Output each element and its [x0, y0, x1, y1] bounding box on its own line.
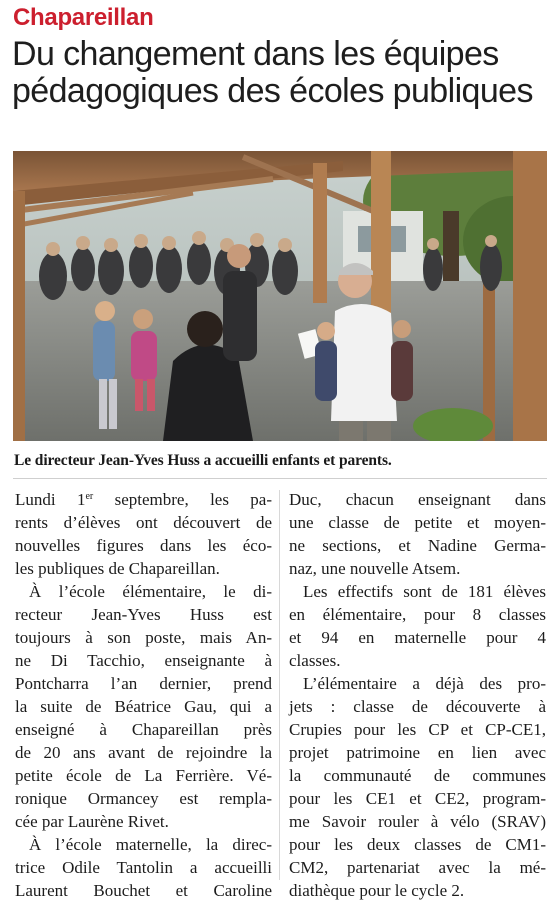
article-text-line: une classe de petite et moyen- — [289, 513, 546, 532]
headline-line-1: Du changement dans les équipes — [12, 35, 499, 73]
section-kicker: Chapareillan — [13, 4, 154, 31]
article-text-line: les publiques de Chapareillan. — [15, 559, 220, 578]
article-text-line: toujours à son poste, mais An- — [15, 628, 272, 647]
photo-illustration — [13, 151, 547, 441]
article-text-line: enseigné à Chapareillan près — [15, 720, 272, 739]
article-text-line: pour les CE1 et CE2, program- — [289, 789, 546, 808]
article-text-line: la suite de Béatrice Gau, qui a — [15, 697, 272, 716]
article-headline — [12, 36, 552, 110]
article-text-line: la communauté de communes — [289, 766, 546, 785]
article-text-line: ne sections, et Nadine Germa- — [289, 536, 546, 555]
article-text-line: CM2, partenariat avec la mé- — [289, 858, 546, 877]
article-text-line: trice Odile Tantolin a accueilli — [15, 858, 272, 877]
article-text-line: naz, une nouvelle Atsem. — [289, 559, 461, 578]
article-text-line: en élémentaire, pour 8 classes — [289, 605, 546, 624]
article-text-line: pour les deux classes de CM1- — [289, 835, 546, 854]
headline-line-2: pédagogiques des écoles publiques — [12, 72, 533, 110]
article-text-line: L’élémentaire a déjà des pro- — [303, 674, 546, 693]
article-text-line: rents d’élèves ont découvert de — [15, 513, 272, 532]
caption-divider — [13, 478, 547, 479]
article-text-line: classes. — [289, 651, 341, 670]
article-text-line: jets : classe de découverte à — [289, 697, 546, 716]
article-photo — [13, 151, 547, 441]
photo-caption: Le directeur Jean-Yves Huss a accueilli enfants et parents. — [14, 452, 392, 469]
article-column-right — [289, 488, 546, 902]
article-text-line: recteur Jean-Yves Huss est — [15, 605, 272, 624]
column-divider — [279, 490, 280, 880]
article-text-line: petite école de La Ferrière. Vé- — [15, 766, 272, 785]
article-text-line: Lundi 1er septembre, les pa- — [15, 490, 273, 509]
article-text-line: Les effectifs sont de 181 élèves — [303, 582, 546, 601]
article-text-line: nouvelles figures dans les éco- — [15, 536, 272, 555]
article-text-line: projet patrimoine en lien avec — [289, 743, 546, 762]
article-column-left — [15, 488, 272, 902]
article-text-line: me Savoir rouler à vélo (SRAV) — [289, 812, 546, 831]
article-text-line: Crupies pour les CP et CP-CE1, — [289, 720, 546, 739]
article-text-line: et 94 en maternelle pour 4 — [289, 628, 546, 647]
article-text-line: diathèque pour le cycle 2. — [289, 881, 465, 900]
article-text-line: Duc, chacun enseignant dans — [289, 490, 546, 509]
article-text-line: Laurent Bouchet et Caroline — [15, 881, 272, 900]
article-text-line: de 20 ans avant de rejoindre la — [15, 743, 272, 762]
article-text-line: cée par Laurène Rivet. — [15, 812, 169, 831]
article-text-line: À l’école élémentaire, le di- — [29, 582, 272, 601]
article-text-line: ronique Ormancey est rempla- — [15, 789, 272, 808]
article-text-line: ne Di Tacchio, enseignante à — [15, 651, 272, 670]
article-text-line: Pontcharra l’an dernier, prend — [15, 674, 272, 693]
article-text-line: À l’école maternelle, la direc- — [29, 835, 272, 854]
